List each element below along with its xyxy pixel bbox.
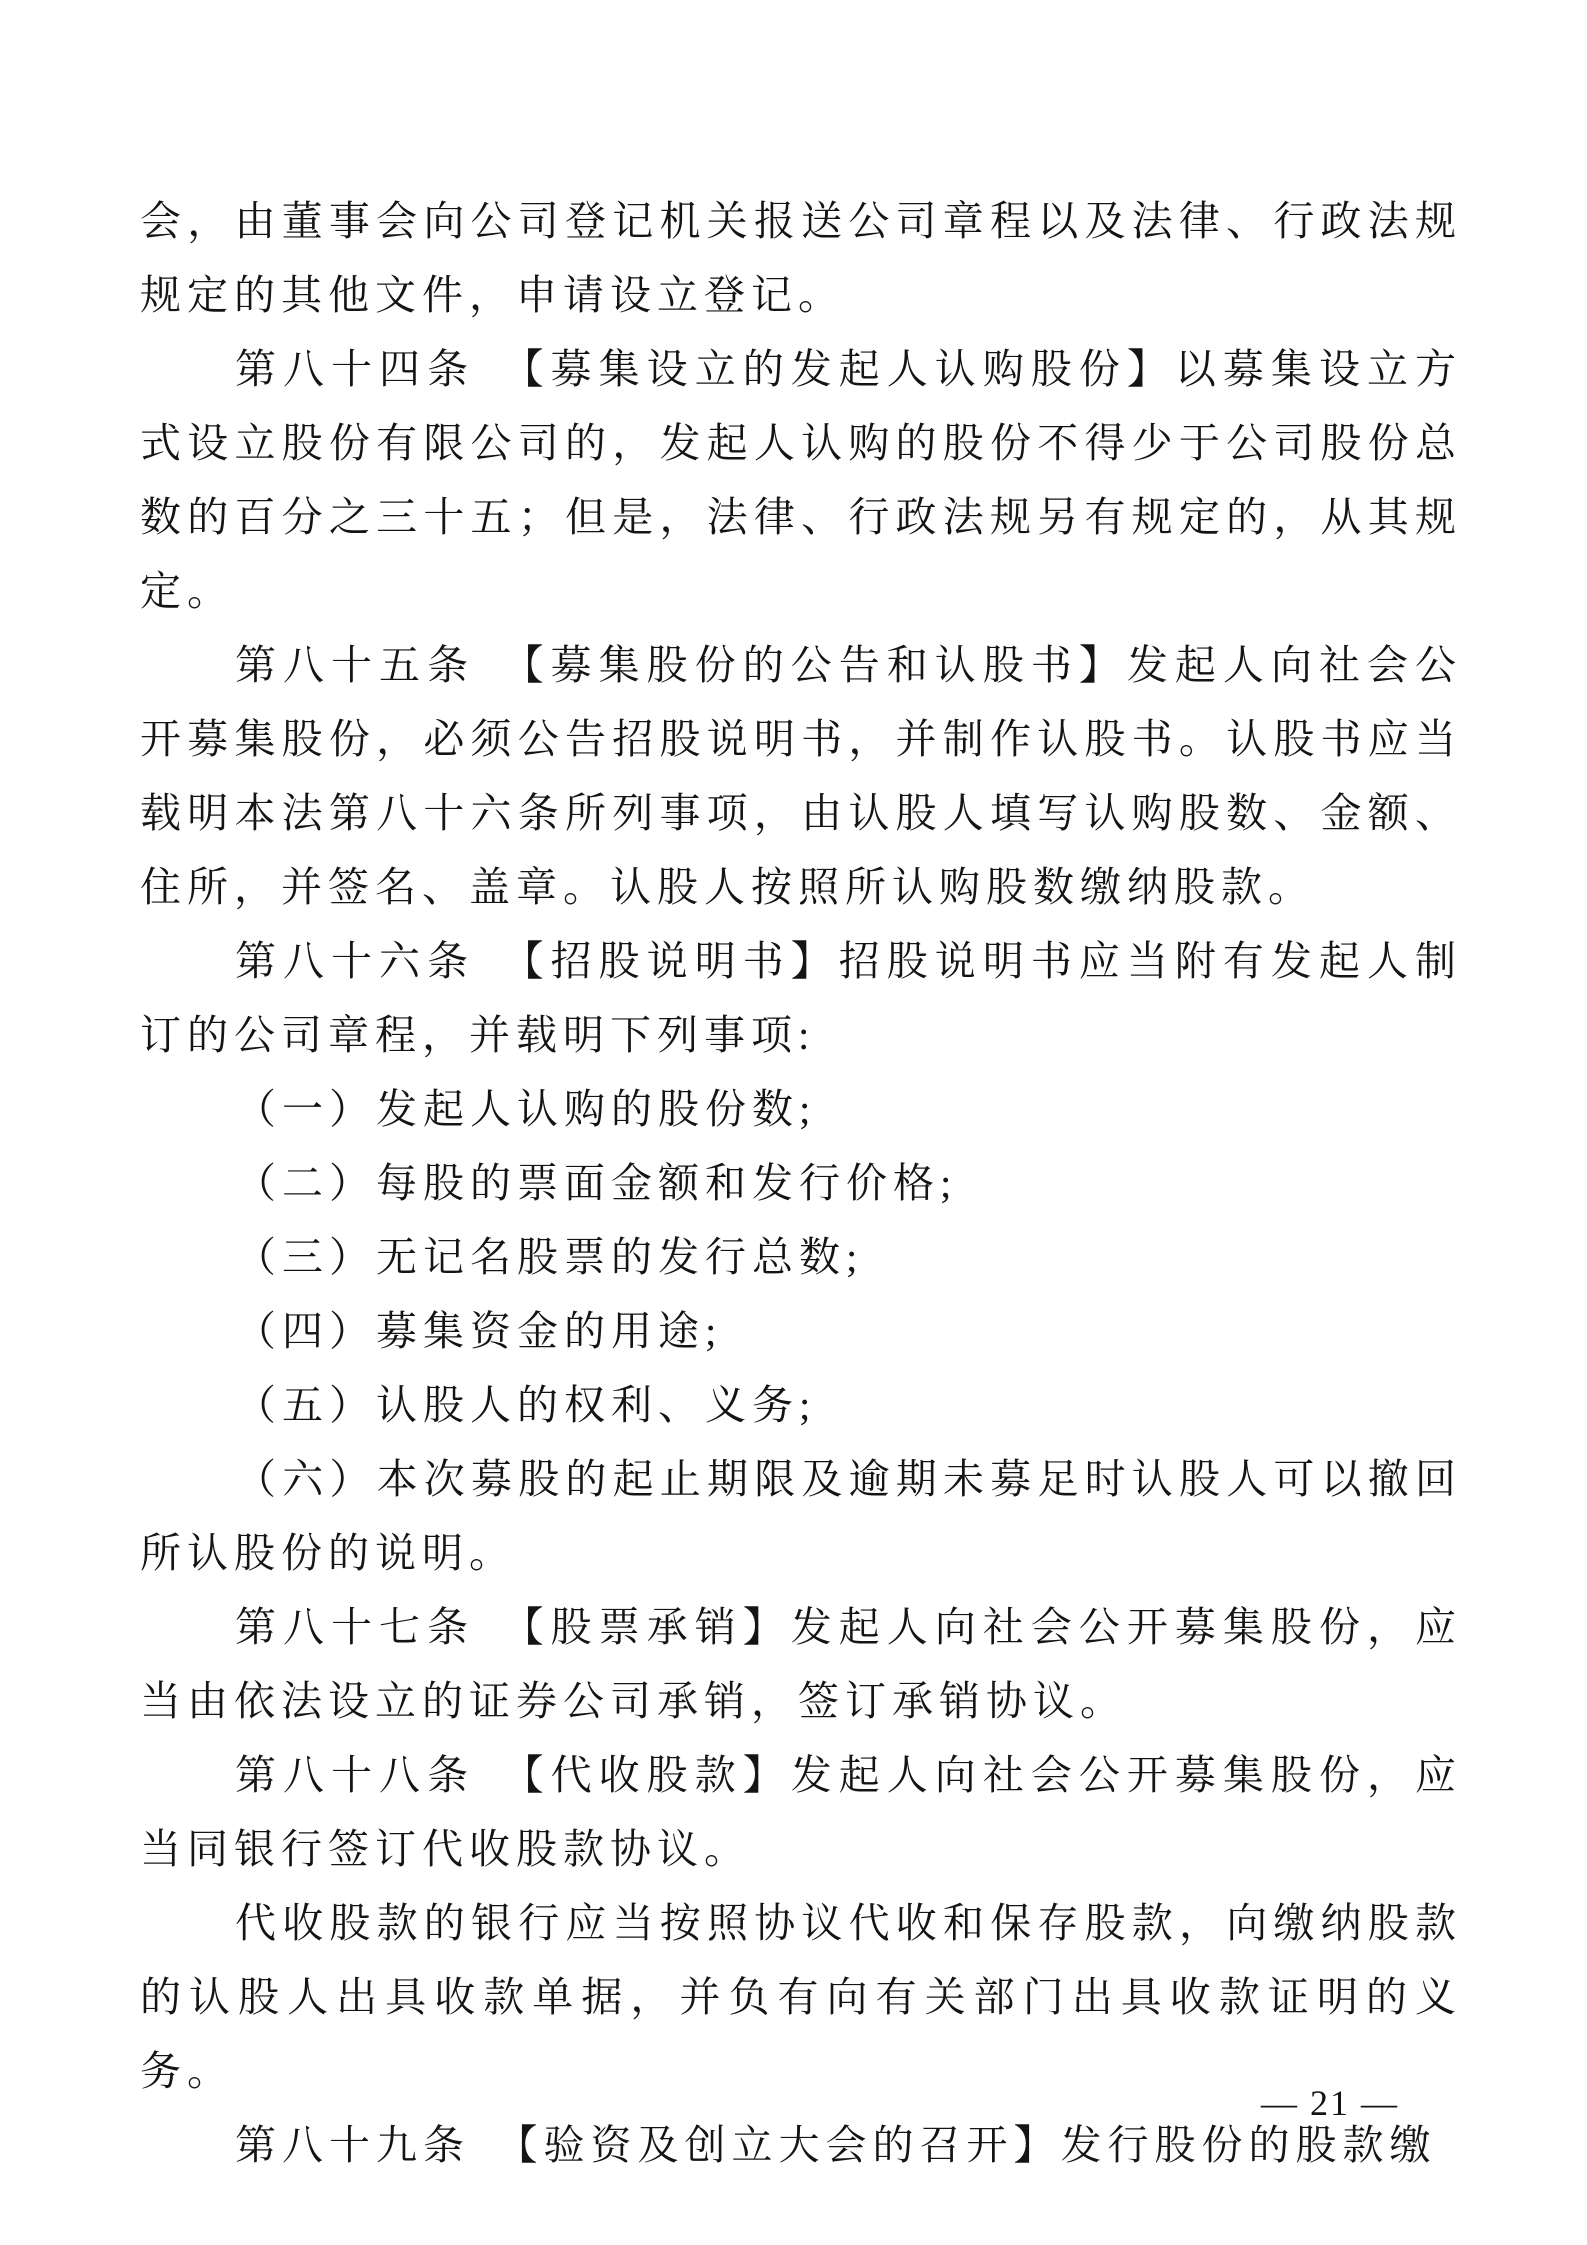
paragraph: 第八十六条 【招股说明书】招股说明书应当附有发起人制订的公司章程，并载明下列事项: — [140, 938, 1462, 1058]
paragraph: 第八十七条 【股票承销】发起人向社会公开募集股份，应当由依法设立的证券公司承销，签订承销协议。 — [140, 1604, 1462, 1724]
paragraph: （五）认股人的权利、义务; — [235, 1382, 817, 1428]
paragraph: （四）募集资金的用途; — [235, 1308, 723, 1354]
paragraph: 第八十八条 【代收股款】发起人向社会公开募集股份，应当同银行签订代收股款协议。 — [140, 1752, 1462, 1872]
paragraph: （一）发起人认购的股份数; — [235, 1086, 817, 1132]
paragraph: 第八十九条 【验资及创立大会的召开】发行股份的股款缴 — [235, 2122, 1437, 2168]
paragraph: （三）无记名股票的发行总数; — [235, 1234, 864, 1280]
paragraph: 代收股款的银行应当按照协议代收和保存股款，向缴纳股款的认股人出具收款单据，并负有向有关部门出具收款证明的义务。 — [140, 1900, 1462, 2094]
paragraph: 第八十四条 【募集设立的发起人认购股份】以募集设立方式设立股份有限公司的，发起人认购的股份不得少于公司股份总数的百分之三十五；但是，法律、行政法规另有规定的，从其规定。 — [140, 346, 1462, 614]
paragraph: 会，由董事会向公司登记机关报送公司章程以及法律、行政法规规定的其他文件，申请设立登记。 — [140, 198, 1462, 318]
paragraph: （六）本次募股的起止期限及逾期未募足时认股人可以撤回所认股份的说明。 — [140, 1456, 1462, 1576]
paragraph: 第八十五条 【募集股份的公告和认股书】发起人向社会公开募集股份，必须公告招股说明书，并制作认股书。认股书应当载明本法第八十六条所列事项，由认股人填写认购股数、金额、住所，并签名、盖章。认股人按照所认购股数缴纳股款。 — [140, 642, 1462, 910]
page-number: — 21 — — [1261, 2083, 1399, 2123]
paragraph: （二）每股的票面金额和发行价格; — [235, 1160, 958, 1206]
document-body — [140, 184, 1462, 2182]
